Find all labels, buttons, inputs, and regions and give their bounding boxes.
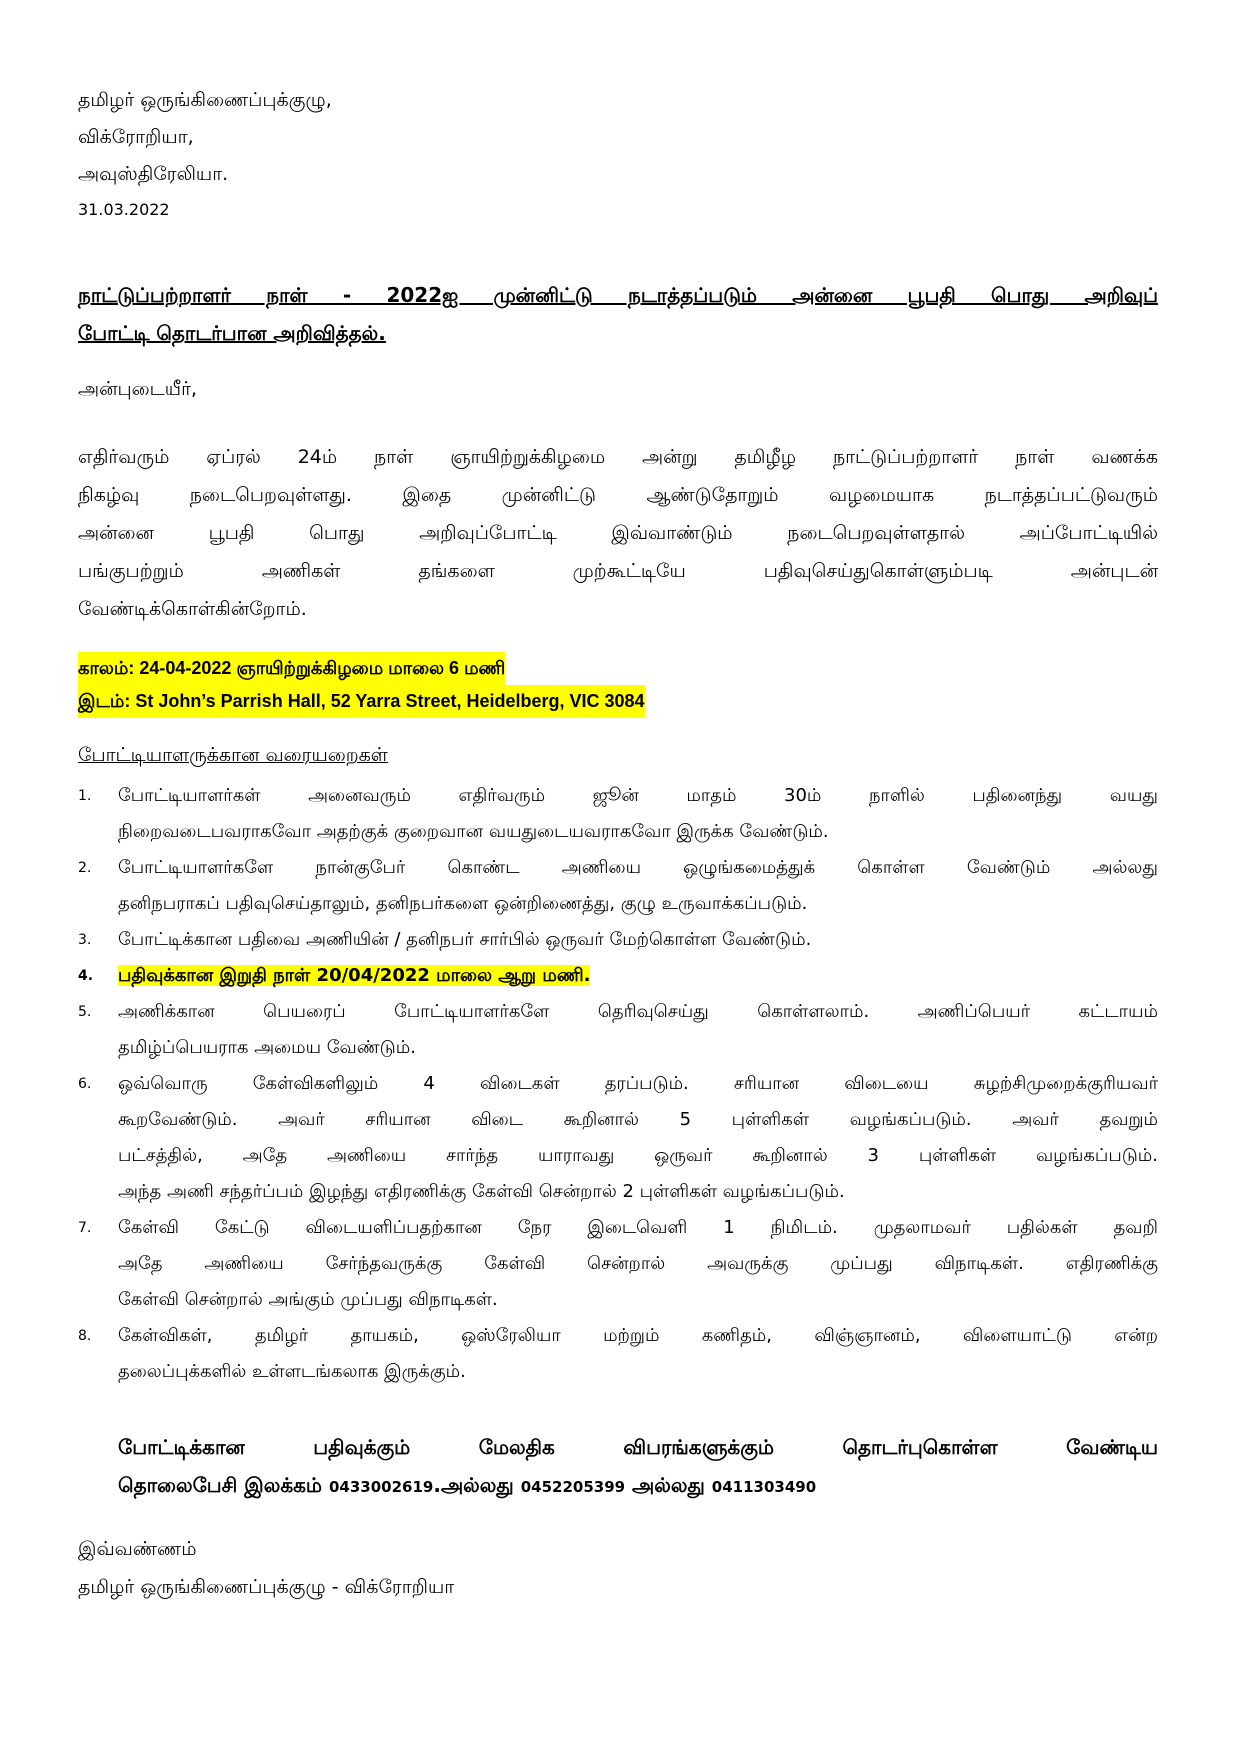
rule-line: போட்டியாளர்கள் அனைவரும் எதிர்வரும் ஜூன் மாதம் 30ம் நாளில் பதினைந்து வயது <box>118 785 1158 806</box>
rule-line <box>118 958 1158 994</box>
body-line: அன்னை பூபதி பொது அறிவுப்போட்டி இவ்வாண்டும் நடைபெறவுள்ளதால் அப்போட்டியில் <box>78 522 1158 544</box>
rule-number: 6. <box>78 1076 92 1092</box>
signature-org: தமிழர் ஒருங்கிணைப்புக்குழு - விக்ரோறியா <box>78 1576 455 1598</box>
rule-number: 1. <box>78 788 92 804</box>
body-line: பங்குபற்றும் அணிகள் தங்களை முற்கூட்டியே பதிவுசெய்துகொள்ளும்படி அன்புடன் <box>78 560 1158 582</box>
rule-number: 3. <box>78 932 92 948</box>
rule-number: 8. <box>78 1328 92 1344</box>
closing-line-1: இவ்வண்ணம் <box>78 1538 197 1560</box>
subject-heading <box>78 276 1158 352</box>
phone-separator: அல்லது <box>625 1473 712 1497</box>
contact-info <box>118 1428 1158 1506</box>
rule-line: போட்டியாளர்களே நான்குபேர் கொண்ட அணியை ஒழுங்கமைத்துக் கொள்ள வேண்டும் அல்லது <box>118 857 1158 878</box>
rule-line: ஒவ்வொரு கேள்விகளிலும் 4 விடைகள் தரப்படும். சரியான விடையை சுழற்சிமுறைக்குரியவர் <box>118 1073 1158 1094</box>
event-venue: இடம்: St John’s Parrish Hall, 52 Yarra Street, Heidelberg, VIC 3084 <box>78 685 645 718</box>
rule-line: கூறவேண்டும். அவர் சரியான விடை கூறினால் 5 புள்ளிகள் வழங்கப்படும். அவர் தவறும் <box>118 1109 1158 1130</box>
rule-line: அந்த அணி சந்தர்ப்பம் இழந்து எதிரணிக்கு கேள்வி சென்றால் 2 புள்ளிகள் வழங்கப்படும். <box>118 1181 845 1202</box>
rule-line: கேள்வி சென்றால் அங்கும் முப்பது விநாடிகள். <box>118 1289 498 1310</box>
rule-line: நிறைவடைபவராகவோ அதற்குக் குறைவான வயதுடையவராகவோ இருக்க வேண்டும். <box>118 821 829 842</box>
phone-separator: .அல்லது <box>433 1473 521 1497</box>
subject-line-2: போட்டி தொடர்பான அறிவித்தல். <box>78 321 386 345</box>
body-paragraph <box>78 438 1158 628</box>
rule-number: 5. <box>78 1004 92 1020</box>
rule-number: 2. <box>78 860 92 876</box>
phone-number-1: 0433002619 <box>328 1478 434 1496</box>
salutation: அன்புடையீர், <box>78 378 198 400</box>
event-details <box>78 652 645 718</box>
event-time: காலம்: 24-04-2022 ஞாயிற்றுக்கிழமை மாலை 6 மணி <box>78 652 505 685</box>
subject-line-1: நாட்டுப்பற்றாளர் நாள் - 2022ஐ முன்னிட்டு நடாத்தப்படும் அன்னை பூபதி பொது அறிவுப் <box>78 283 1158 307</box>
list-item <box>78 1210 1158 1318</box>
phone-number-2: 0452205399 <box>520 1478 626 1496</box>
closing <box>78 1530 454 1606</box>
rule-line: பட்சத்தில், அதே அணியை சார்ந்த யாராவது ஒருவர் கூறினால் 3 புள்ளிகள் வழங்கப்படும். <box>118 1145 1158 1166</box>
rules-heading: போட்டியாளருக்கான வரையறைகள் <box>78 744 388 766</box>
rule-line: போட்டிக்கான பதிவை அணியின் / தனிநபர் சார்பில் ஒருவர் மேற்கொள்ள வேண்டும். <box>118 929 812 950</box>
rule-line: தமிழ்ப்பெயராக அமைய வேண்டும். <box>118 1037 416 1058</box>
list-item <box>78 994 1158 1066</box>
list-item <box>78 958 1158 994</box>
letter-date: 31.03.2022 <box>78 200 170 219</box>
list-item <box>78 850 1158 922</box>
sender-line-1: தமிழர் ஒருங்கிணைப்புக்குழு, <box>78 89 332 111</box>
body-line: வேண்டிக்கொள்கின்றோம். <box>78 598 307 620</box>
rules-list <box>78 778 1158 1390</box>
rule-line: கேள்விகள், தமிழர் தாயகம், ஒஸ்ரேலியா மற்றும் கணிதம், விஞ்ஞானம், விளையாட்டு என்ற <box>118 1325 1158 1346</box>
sender-line-3: அவுஸ்திரேலியா. <box>78 163 229 185</box>
rule-line: அதே அணியை சேர்ந்தவருக்கு கேள்வி சென்றால் அவருக்கு முப்பது விநாடிகள். எதிரணிக்கு <box>118 1253 1158 1274</box>
list-item <box>78 778 1158 850</box>
phone-number-3: 0411303490 <box>711 1478 817 1496</box>
list-item <box>78 1318 1158 1390</box>
sender-address <box>78 82 332 228</box>
rule-line: அணிக்கான பெயரைப் போட்டியாளர்களே தெரிவுசெய்து கொள்ளலாம். அணிப்பெயர் கட்டாயம் <box>118 1001 1158 1022</box>
body-line: நிகழ்வு நடைபெறவுள்ளது. இதை முன்னிட்டு ஆண்டுதோறும் வழமையாக நடாத்தப்பட்டுவரும் <box>78 484 1158 506</box>
list-item <box>78 922 1158 958</box>
rule-number: 7. <box>78 1220 92 1236</box>
rule-line: தனிநபராகப் பதிவுசெய்தாலும், தனிநபர்களை ஒன்றிணைத்து, குழு உருவாக்கப்படும். <box>118 893 808 914</box>
contact-line-2 <box>118 1466 1158 1506</box>
sender-line-2: விக்ரோறியா, <box>78 126 194 148</box>
rule-line: தலைப்புக்களில் உள்ளடங்கலாக இருக்கும். <box>118 1361 466 1382</box>
body-line: எதிர்வரும் ஏப்ரல் 24ம் நாள் ஞாயிற்றுக்கிழமை அன்று தமிழீழ நாட்டுப்பற்றாளர் நாள் வணக்க <box>78 446 1158 468</box>
phone-label: தொலைபேசி இலக்கம் <box>118 1473 329 1497</box>
rule-number: 4. <box>78 968 94 984</box>
rule-line: கேள்வி கேட்டு விடையளிப்பதற்கான நேர இடைவெளி 1 நிமிடம். முதலாமவர் பதில்கள் தவறி <box>118 1217 1158 1238</box>
deadline-highlight: பதிவுக்கான இறுதி நாள் 20/04/2022 மாலை ஆறு மணி. <box>118 965 591 986</box>
contact-line-1: போட்டிக்கான பதிவுக்கும் மேலதிக விபரங்களுக்கும் தொடர்புகொள்ள வேண்டிய <box>118 1435 1158 1459</box>
list-item <box>78 1066 1158 1210</box>
